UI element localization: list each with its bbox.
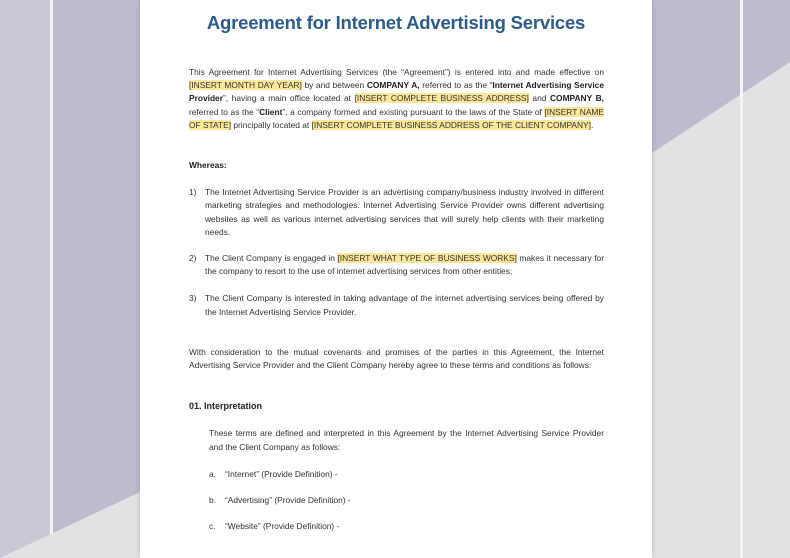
- consideration-paragraph: With consideration to the mutual covenants and promises of the parties in this Agreement, the Internet Advertising Service Provider and the Client Company hereby agree to these terms and conditions as follows:: [189, 346, 604, 371]
- item-letter: a.: [209, 468, 216, 479]
- section-heading: 01. Interpretation: [189, 401, 263, 412]
- text: ”, a company formed and existing pursuant to the laws of the State of: [282, 106, 545, 117]
- placeholder-address: [INSERT COMPLETE BUSINESS ADDRESS]: [354, 93, 529, 104]
- item-text: The Internet Advertising Service Provider is an advertising company/business industry involved in different marketing strategies and methodologies. Internet Advertising Service Provider owns different advertising websites as well as various internet advertising services that will surely help clients with their marketing needs.: [205, 187, 604, 237]
- text: makes it necessary for the company to resort to the use of internet advertising services from other entities;: [205, 253, 605, 277]
- item-text: The Client Company is interested in taking advantage of the internet advertising services being offered by the Internet Advertising Service Provider.: [205, 293, 604, 317]
- party-b: COMPANY B,: [550, 93, 604, 104]
- provider-term: Internet Advertising Service Provider: [189, 80, 604, 104]
- whereas-heading: Whereas:: [189, 160, 227, 171]
- text: by and between: [301, 80, 367, 91]
- definition-item: [189, 494, 604, 507]
- document-title: Agreement for Internet Advertising Services: [206, 12, 586, 33]
- definition-item: [189, 520, 604, 533]
- text: referred to as the “: [419, 80, 493, 91]
- item-text: [205, 252, 604, 278]
- item-text: “Advertising” (Provide Definition) -: [225, 495, 351, 506]
- section-intro: These terms are defined and interpreted in this Agreement by the Internet Advertising Service Provider and the Client Company as follows:: [209, 428, 604, 452]
- whereas-item: [189, 292, 604, 318]
- item-text: “Website” (Provide Definition) -: [225, 521, 340, 532]
- document-page: [140, 0, 652, 558]
- placeholder-date: [INSERT MONTH DAY YEAR]: [189, 80, 302, 91]
- text: .: [590, 119, 594, 130]
- placeholder-client-address: [INSERT COMPLETE BUSINESS ADDRESS OF THE CLIENT COMPANY]: [311, 119, 591, 130]
- text: This Agreement for Internet Advertising Services (the “Agreement”) is entered into and made effective on: [189, 67, 604, 77]
- intro-paragraph: [189, 66, 604, 132]
- item-number: 2): [189, 253, 197, 264]
- definition-item: [189, 468, 604, 481]
- item-number: 3): [189, 293, 197, 304]
- client-term: Client: [259, 106, 283, 117]
- item-number: 1): [189, 187, 197, 198]
- item-letter: c.: [209, 521, 216, 532]
- item-letter: b.: [209, 495, 216, 506]
- placeholder-business: [INSERT WHAT TYPE OF BUSINESS WORKS]: [337, 253, 517, 264]
- document-body: [189, 66, 604, 533]
- whereas-item: [189, 252, 604, 278]
- text: ”, having a main office located at: [222, 93, 355, 104]
- text: The Client Company is engaged in: [205, 253, 338, 264]
- item-text: “Internet” (Provide Definition) -: [225, 468, 338, 479]
- placeholder-state: [INSERT NAME OF STATE]: [189, 106, 604, 130]
- whereas-item: [189, 186, 604, 239]
- text: and: [528, 93, 550, 104]
- text: principally located at: [231, 119, 312, 130]
- party-a: COMPANY A,: [366, 80, 420, 91]
- text: referred to as the “: [189, 106, 260, 117]
